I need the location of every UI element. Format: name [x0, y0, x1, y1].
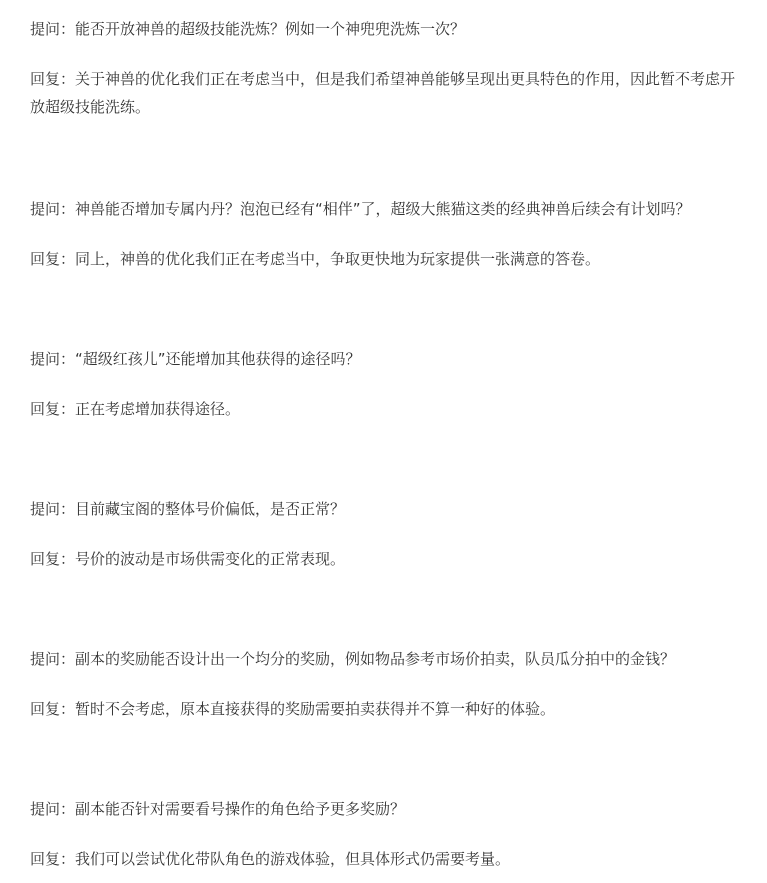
answer-text: 回复：暂时不会考虑，原本直接获得的奖励需要拍卖获得并不算一种好的体验。: [30, 700, 556, 718]
answer-text: 回复：正在考虑增加获得途径。: [30, 400, 241, 418]
question-text: 提问：副本能否针对需要看号操作的角色给予更多奖励？: [30, 800, 406, 818]
question-text: 提问：目前藏宝阁的整体号价偏低，是否正常？: [30, 500, 346, 518]
answer-text: 回复：号价的波动是市场供需变化的正常表现。: [30, 550, 346, 568]
answer-text: 回复：同上，神兽的优化我们正在考虑当中，争取更快地为玩家提供一张满意的答卷。: [30, 250, 601, 268]
question-text: 提问：副本的奖励能否设计出一个均分的奖励，例如物品参考市场价拍卖，队员瓜分拍中的金钱？: [30, 650, 676, 668]
answer-text: 回复：关于神兽的优化我们正在考虑当中，但是我们希望神兽能够呈现出更具特色的作用，因此暂不考虑开放超级技能洗练。: [30, 70, 736, 116]
question-text: 提问：神兽能否增加专属内丹？泡泡已经有“相伴”了，超级大熊猫这类的经典神兽后续会有计划吗？: [30, 200, 691, 218]
qa-item: [30, 195, 749, 273]
question-text: 提问：“超级红孩儿”还能增加其他获得的途径吗？: [30, 350, 361, 368]
qa-item: [30, 15, 749, 121]
answer-text: 回复：我们可以尝试优化带队角色的游戏体验，但具体形式仍需要考量。: [30, 850, 511, 868]
qa-item: [30, 645, 749, 723]
question-text: 提问：能否开放神兽的超级技能洗炼？例如一个神兜兜洗炼一次？: [30, 20, 466, 38]
qa-item: [30, 345, 749, 423]
qa-item: [30, 795, 749, 873]
qa-item: [30, 495, 749, 573]
